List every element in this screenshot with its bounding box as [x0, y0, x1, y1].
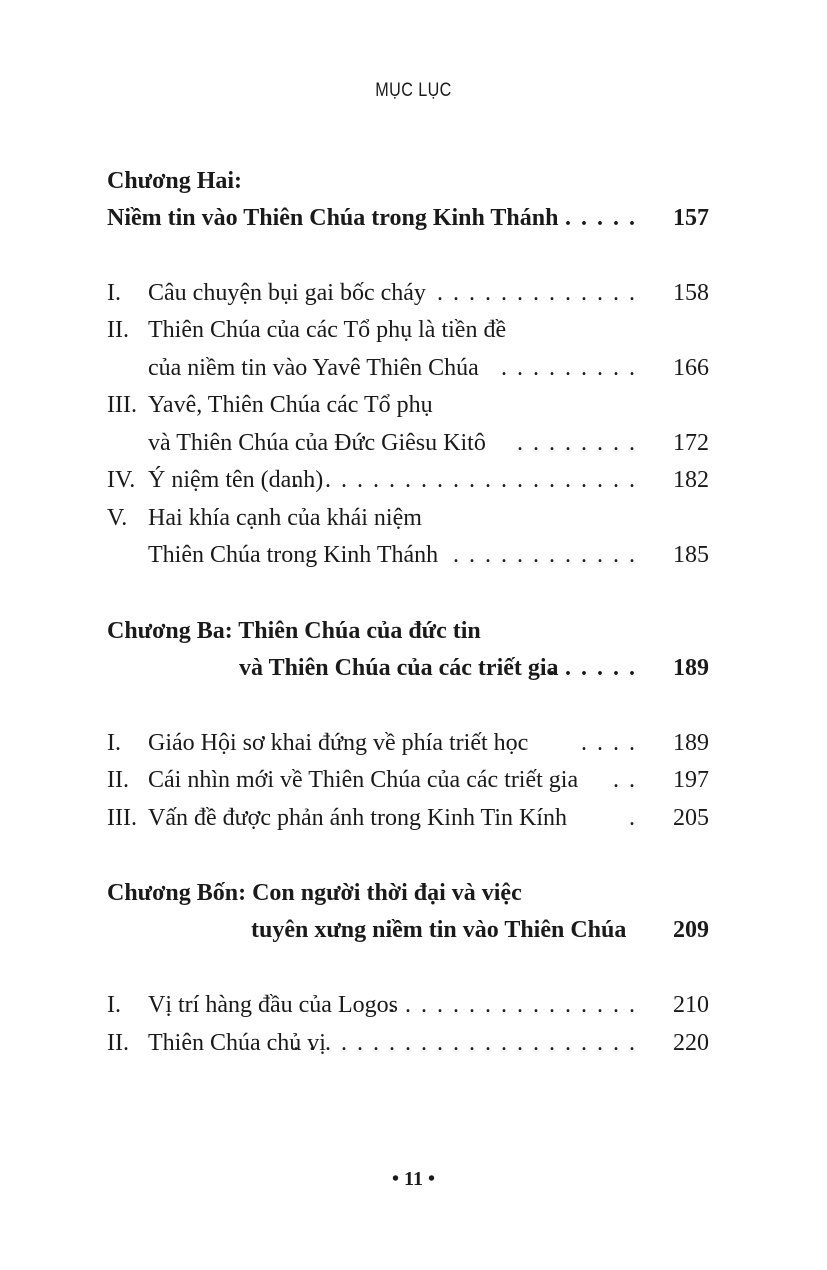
leader-dots: . .	[613, 767, 637, 793]
toc-entry[interactable]	[107, 276, 709, 310]
toc-entry-continuation[interactable]	[107, 538, 709, 572]
entry-page: 189	[673, 730, 709, 756]
entry-number: II.	[107, 767, 129, 793]
leader-dots: . . . . . . . . . . . .	[453, 542, 637, 568]
leader-dots: . . . . . . . . . . . . .	[437, 280, 637, 306]
entry-number: V.	[107, 505, 128, 531]
chapter-3-page: 189	[673, 655, 709, 681]
entry-page: 205	[673, 805, 709, 831]
entry-page: 220	[673, 1030, 709, 1056]
chapter-2-title: Niềm tin vào Thiên Chúa trong Kinh Thánh	[107, 205, 559, 231]
entry-title: Cái nhìn mới về Thiên Chúa của các triết gia	[148, 767, 579, 793]
leader-dots: . . . . . . . . . . . . . . . . . . . . . .	[293, 467, 637, 493]
toc-entry[interactable]	[107, 501, 709, 535]
toc-entry[interactable]	[107, 801, 709, 835]
leader-dots: . . . . . .	[549, 655, 637, 681]
entry-page: 210	[673, 992, 709, 1018]
entry-title: Hai khía cạnh của khái niệm	[148, 505, 422, 531]
toc-entry[interactable]	[107, 1026, 709, 1060]
entry-title: Câu chuyện bụi gai bốc cháy	[148, 280, 426, 306]
entry-title: Thiên Chúa của các Tổ phụ là tiền đề	[148, 317, 507, 343]
entry-page: 158	[673, 280, 709, 306]
entry-title: Vị trí hàng đầu của Logos	[148, 992, 398, 1018]
toc-entry-continuation[interactable]	[107, 426, 709, 460]
entry-page: 172	[673, 430, 709, 456]
entry-number: I.	[107, 280, 121, 306]
leader-dots: . . . . . . . .	[517, 430, 637, 456]
entry-number: III.	[107, 392, 137, 418]
entry-title-cont: và Thiên Chúa của Đức Giêsu Kitô	[148, 430, 486, 456]
entry-page: 197	[673, 767, 709, 793]
entry-title-cont: Thiên Chúa trong Kinh Thánh	[148, 542, 439, 568]
entry-number: III.	[107, 805, 137, 831]
entry-number: I.	[107, 730, 121, 756]
leader-dots: . . . .	[581, 730, 637, 756]
entry-title: Ý niệm tên (danh)	[148, 467, 324, 493]
entry-number: IV.	[107, 467, 136, 493]
entry-title: Thiên Chúa chủ vị	[148, 1030, 326, 1056]
entry-number: II.	[107, 1030, 129, 1056]
page-header: MỤC LỤC	[375, 80, 452, 101]
entry-title: Giáo Hội sơ khai đứng về phía triết học	[148, 730, 529, 756]
chapter-3-title-row[interactable]	[107, 651, 709, 685]
entry-title: Vấn đề được phản ánh trong Kinh Tin Kính	[148, 805, 568, 831]
entry-page: 166	[673, 355, 709, 381]
chapter-3-title: và Thiên Chúa của các triết gia	[239, 655, 559, 681]
toc-entry[interactable]	[107, 763, 709, 797]
page-number: • 11 •	[392, 1168, 435, 1190]
toc-entry[interactable]	[107, 726, 709, 760]
chapter-3-heading: Chương Ba: Thiên Chúa của đức tin	[107, 618, 481, 644]
chapter-4-page: 209	[673, 917, 709, 943]
leader-dots: . . . . . . . . . . . . . . . . . . . . . .	[293, 1030, 637, 1056]
leader-dots: . . . . .	[565, 205, 637, 231]
chapter-4-heading: Chương Bốn: Con người thời đại và việc	[107, 880, 522, 906]
toc-entry-continuation[interactable]	[107, 351, 709, 385]
toc-entry[interactable]	[107, 988, 709, 1022]
chapter-4-title-row[interactable]	[107, 913, 709, 947]
leader-dots: . . . . . . . . .	[501, 355, 637, 381]
entry-page: 185	[673, 542, 709, 568]
toc-entry[interactable]	[107, 463, 709, 497]
chapter-2-page: 157	[673, 205, 709, 231]
chapter-2-title-row[interactable]	[107, 201, 709, 235]
toc-entry[interactable]	[107, 388, 709, 422]
entry-title-cont: của niềm tin vào Yavê Thiên Chúa	[148, 355, 479, 381]
chapter-2-heading: Chương Hai:	[107, 168, 243, 194]
leader-dots: .	[629, 805, 637, 831]
chapter-4-title: tuyên xưng niềm tin vào Thiên Chúa	[251, 917, 627, 943]
entry-page: 182	[673, 467, 709, 493]
toc-entry[interactable]	[107, 313, 709, 347]
leader-dots: . . . . . . . . . . . . . . . .	[389, 992, 637, 1018]
entry-number: I.	[107, 992, 121, 1018]
entry-number: II.	[107, 317, 129, 343]
entry-title: Yavê, Thiên Chúa các Tổ phụ	[148, 392, 433, 418]
